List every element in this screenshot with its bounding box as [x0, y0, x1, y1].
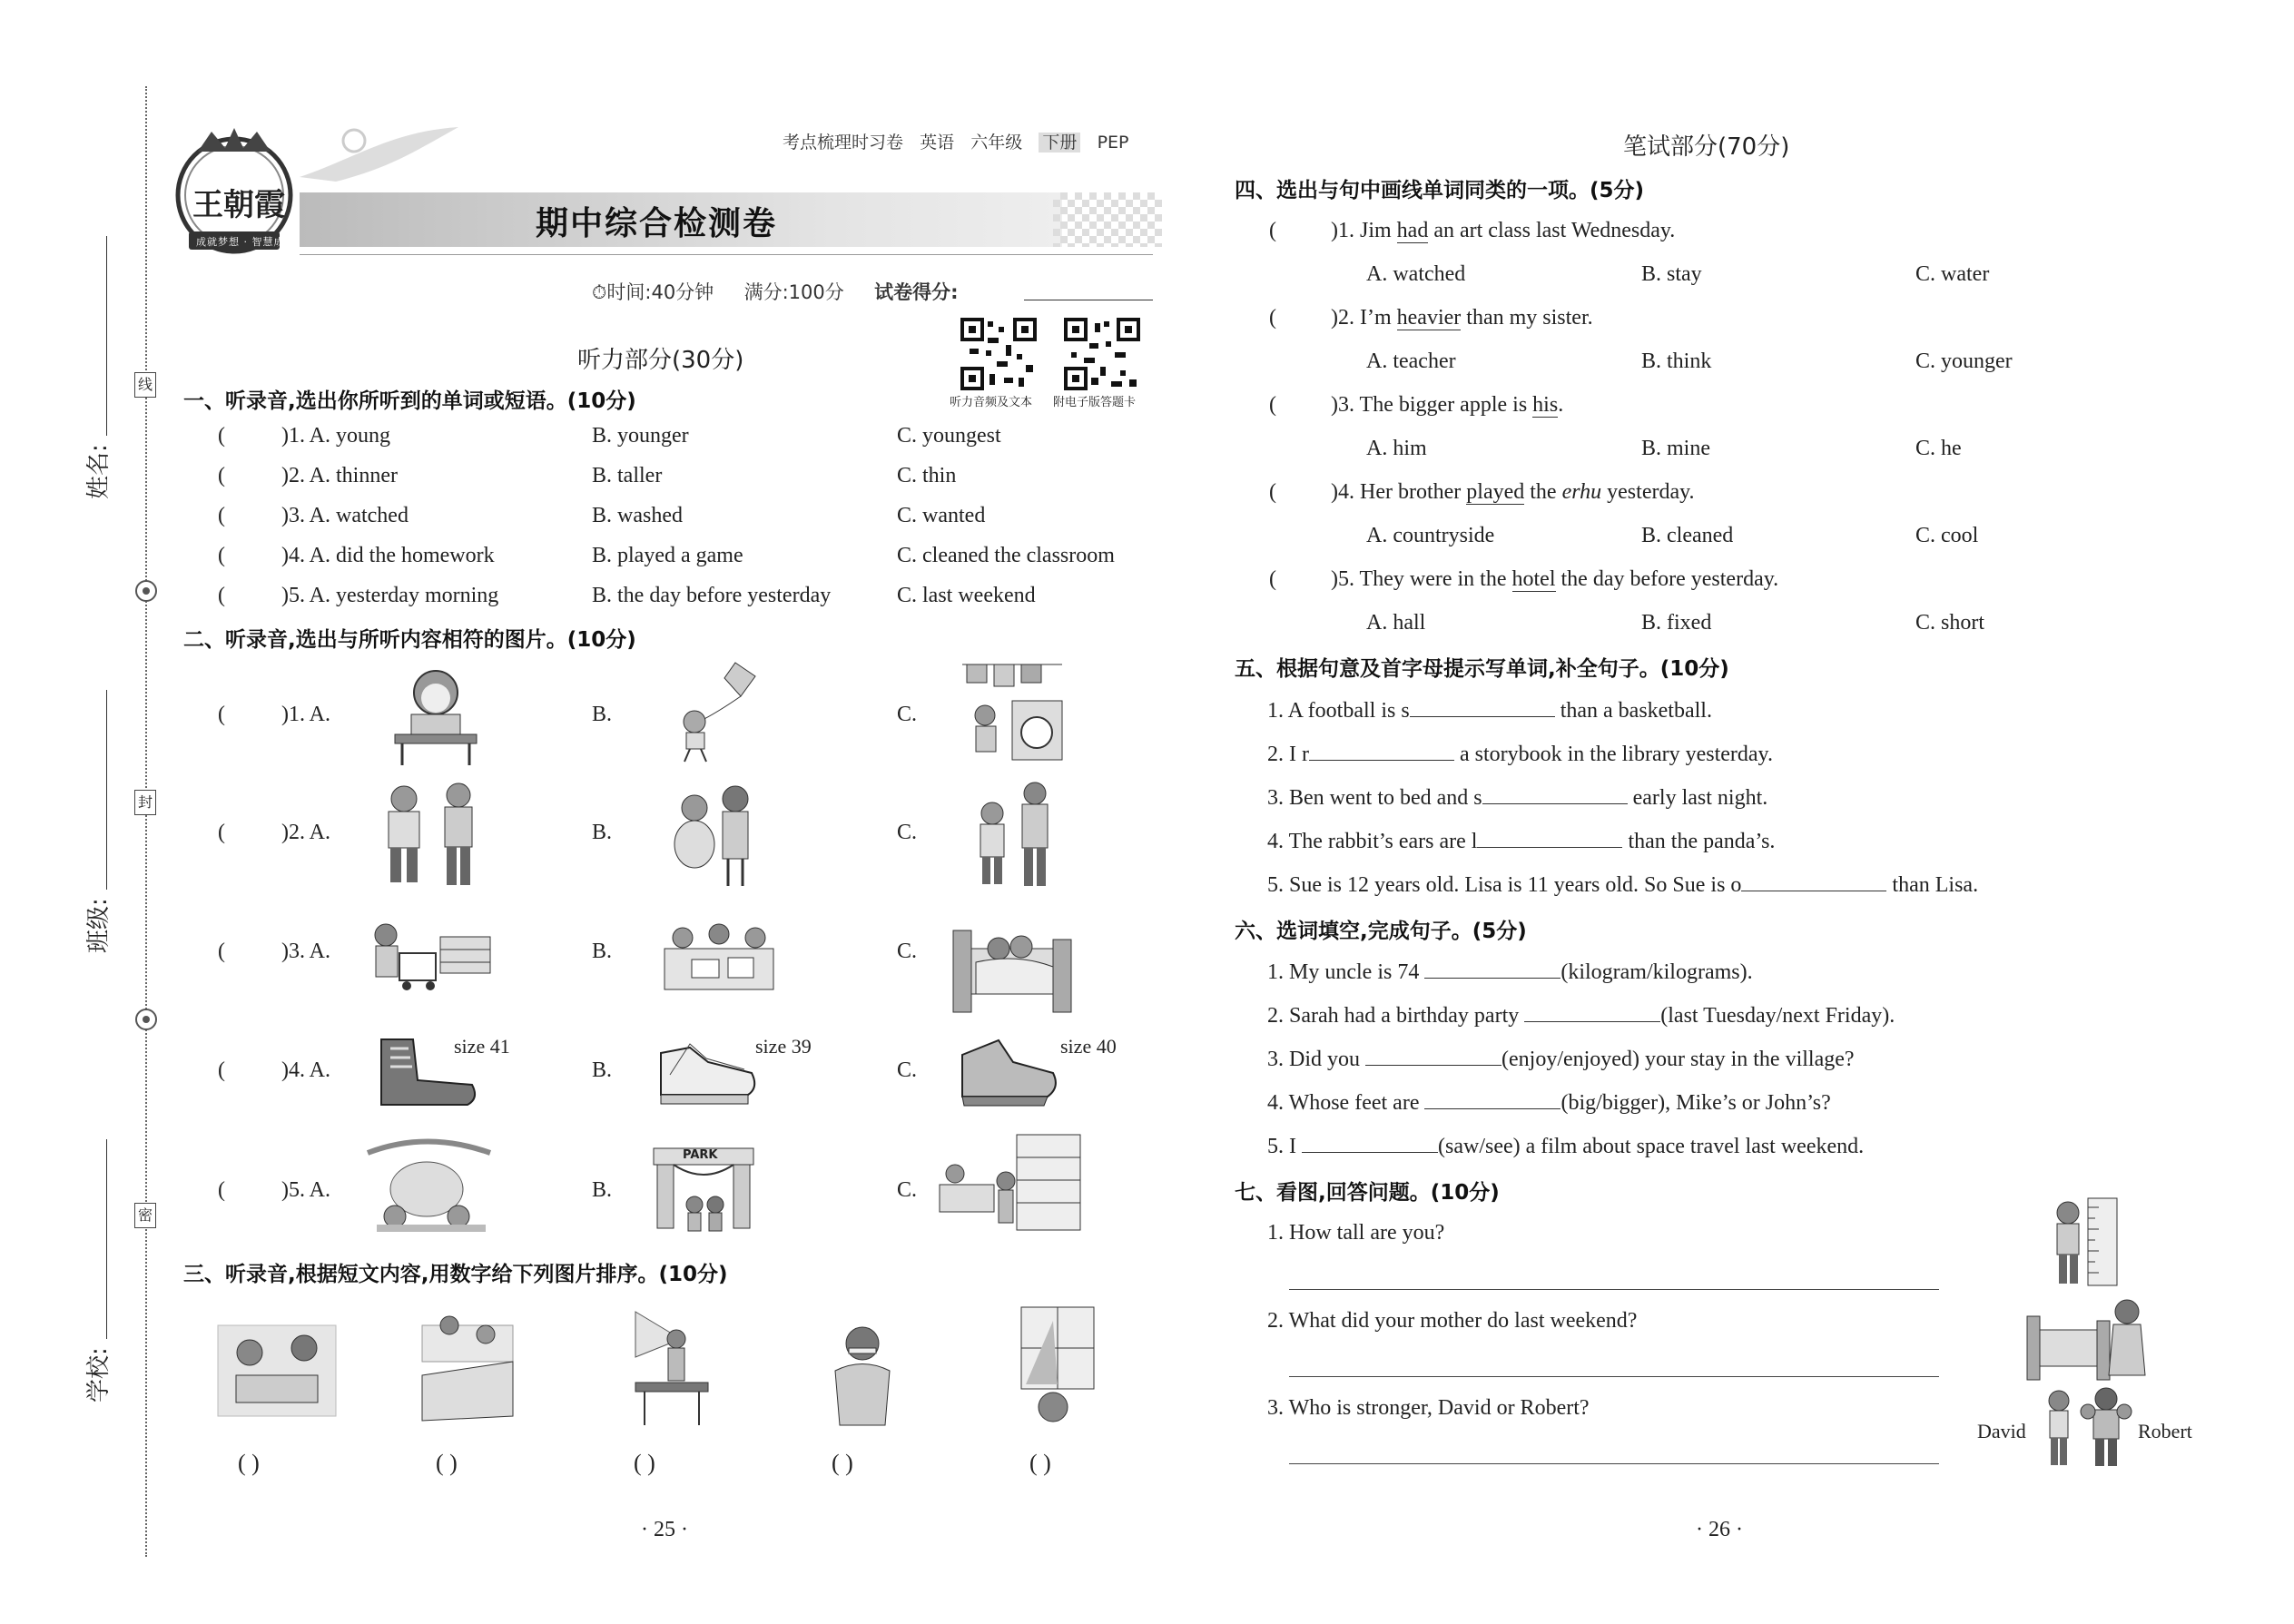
sentence-pre: 4. Whose feet are	[1267, 1091, 1425, 1115]
option-b: B.	[592, 940, 613, 963]
sentence-post: (enjoy/enjoyed) your stay in the village?	[1501, 1048, 1855, 1071]
row-label: )5. A.	[281, 1178, 330, 1202]
question-text	[1331, 391, 1563, 418]
answer-line[interactable]	[1289, 1289, 1939, 1290]
option-b: B.	[592, 703, 613, 726]
option-b: B.	[592, 821, 613, 844]
height-chart-picture	[2043, 1196, 2124, 1287]
answer-paren[interactable]: (	[218, 703, 225, 726]
mother-cleaning-picture	[2023, 1294, 2154, 1384]
section-2-title: 二、听录音,选出与所听内容相符的图片。(10分)	[183, 628, 636, 652]
sentence-pre: 5. Sue is 12 years old. Lisa is 11 years old. So Sue is o	[1267, 873, 1742, 897]
qr-code-answer-card[interactable]	[1064, 318, 1140, 390]
sentence-pre: 3. Ben went to bed and s	[1267, 786, 1482, 810]
underlined-word: had	[1396, 219, 1429, 242]
list-item	[1267, 1045, 1855, 1073]
size-label-41: size 41	[454, 1035, 510, 1058]
question-pre: )5. They were in the	[1331, 567, 1512, 591]
sentence-post: a storybook in the library yesterday.	[1453, 743, 1773, 766]
section-3-title: 三、听录音,根据短文内容,用数字给下列图片排序。(10分)	[183, 1263, 728, 1286]
underlined-word: heavier	[1396, 306, 1462, 330]
page-number-left: · 25 ·	[641, 1518, 688, 1541]
option-b: B. cleaned	[1641, 524, 1734, 547]
david-and-robert-picture	[2033, 1384, 2133, 1471]
row-label: )4. A.	[281, 1058, 330, 1082]
section-4-title: 四、选出与句中画线单词同类的一项。(5分)	[1235, 179, 1645, 202]
class-label: 班级:	[85, 898, 113, 953]
answer-paren[interactable]: (	[218, 464, 225, 487]
question-text	[1331, 304, 1593, 331]
option-c: C.	[897, 1178, 918, 1202]
ping-pong-picture[interactable]	[626, 1303, 717, 1430]
order-paren[interactable]: ( )	[634, 1450, 655, 1476]
fill-blank[interactable]	[1424, 958, 1561, 979]
boy-and-girl-picture[interactable]	[663, 781, 763, 890]
dotted-cut-line	[145, 86, 147, 1557]
underlined-word: hotel	[1511, 567, 1556, 591]
subject-label: 英语	[920, 133, 955, 153]
page-number-right: · 26 ·	[1696, 1518, 1743, 1541]
kids-painting-picture[interactable]	[213, 1321, 340, 1421]
park-gate-picture[interactable]	[645, 1130, 763, 1235]
class-line	[106, 690, 107, 890]
sentence-pre: 4. The rabbit’s ears are l	[1267, 830, 1478, 853]
sick-man-picture[interactable]	[822, 1321, 903, 1430]
question-post: the	[1524, 480, 1562, 504]
option-b: B. stay	[1641, 262, 1702, 286]
question-pre: )4. Her brother	[1331, 480, 1467, 504]
answer-paren[interactable]: (	[1269, 219, 1276, 242]
clock-icon: ⏱	[592, 281, 607, 303]
two-boys-picture[interactable]	[372, 782, 490, 891]
option-c: C.	[897, 703, 918, 726]
section-6-title: 六、选词填空,完成句子。(5分)	[1235, 920, 1527, 943]
qr-caption-audio: 听力音频及文本	[950, 396, 1033, 409]
answer-paren[interactable]: (	[1269, 393, 1276, 417]
seal-mark-3: 密	[134, 1203, 156, 1228]
full-score: 满分:100分	[743, 281, 844, 303]
sentence-pre: 2. Sarah had a birthday party	[1267, 1004, 1525, 1028]
animal-show-picture[interactable]	[359, 1130, 499, 1235]
option-c: C. youngest	[897, 424, 1001, 448]
question-text: 2. What did your mother do last weekend?	[1267, 1309, 1638, 1333]
answer-paren[interactable]: (	[1269, 480, 1276, 504]
option-c: C. cleaned the classroom	[897, 544, 1115, 567]
question-text: 3. Who is stronger, David or Robert?	[1267, 1396, 1590, 1420]
ribbon-decoration	[300, 123, 463, 186]
list-item	[1267, 696, 1712, 724]
answer-paren[interactable]: (	[218, 504, 225, 527]
list-item	[1267, 871, 1978, 899]
score-label: 试卷得分:	[874, 281, 959, 303]
fill-blank[interactable]	[1741, 871, 1886, 891]
option-b: B. mine	[1641, 437, 1710, 460]
row-label: )2. A.	[281, 821, 330, 844]
section-7-title: 七、看图,回答问题。(10分)	[1235, 1181, 1500, 1205]
underlined-word: his	[1532, 393, 1559, 417]
order-paren[interactable]: ( )	[238, 1450, 260, 1476]
question-post: .	[1558, 393, 1564, 417]
option-b: B. taller	[592, 464, 663, 487]
option-c: C. thin	[897, 464, 957, 487]
answer-line[interactable]	[1289, 1463, 1939, 1464]
david-label: David	[1977, 1420, 2026, 1442]
answer-paren[interactable]: (	[218, 1058, 225, 1082]
robert-label: Robert	[2138, 1420, 2192, 1442]
list-item	[1267, 827, 1775, 855]
school-label: 学校:	[85, 1347, 113, 1403]
library-kids-picture[interactable]	[935, 1130, 1085, 1235]
option-a: )3. A. watched	[281, 504, 409, 527]
fill-blank[interactable]	[1424, 1088, 1561, 1109]
fill-blank[interactable]	[1410, 696, 1555, 717]
option-a: A. watched	[1366, 262, 1466, 286]
fill-blank[interactable]	[1524, 1001, 1660, 1022]
order-paren[interactable]: ( )	[1029, 1450, 1051, 1476]
option-a: A. countryside	[1366, 524, 1495, 547]
option-c: C. younger	[1915, 349, 2013, 373]
sentence-pre: 1. My uncle is 74	[1267, 960, 1425, 984]
option-c: C. short	[1915, 611, 1985, 635]
answer-paren[interactable]: (	[218, 821, 225, 844]
listening-part-title: 听力部分(30分)	[577, 347, 744, 374]
sneakers-size-39-picture[interactable]	[654, 1026, 763, 1112]
list-item	[1267, 740, 1773, 768]
title-banner-checker	[1053, 192, 1162, 247]
sentence-post: (saw/see) a film about space travel last weekend.	[1438, 1135, 1865, 1158]
answer-paren[interactable]: (	[218, 940, 225, 963]
sentence-post: than Lisa.	[1886, 873, 1979, 897]
fill-blank[interactable]	[1482, 783, 1628, 804]
underlined-word: played	[1466, 480, 1525, 504]
sentence-post: (big/bigger), Mike’s or John’s?	[1561, 1091, 1831, 1115]
option-a: )1. A. young	[281, 424, 390, 448]
option-a: A. him	[1366, 437, 1427, 460]
option-b: B. younger	[592, 424, 689, 448]
option-a: A. hall	[1366, 611, 1426, 635]
option-c: C. wanted	[897, 504, 986, 527]
question-post-2: yesterday.	[1601, 480, 1695, 504]
option-b: B. the day before yesterday	[592, 584, 832, 607]
option-c: C. last weekend	[897, 584, 1036, 607]
window-scene-picture[interactable]	[1017, 1303, 1098, 1430]
header-rule	[300, 254, 1153, 255]
answer-paren[interactable]: (	[218, 1178, 225, 1202]
school-line	[106, 1139, 107, 1339]
answer-paren[interactable]: (	[1269, 306, 1276, 330]
option-a: )5. A. yesterday morning	[281, 584, 499, 607]
fill-blank[interactable]	[1477, 827, 1622, 848]
question-text: 1. How tall are you?	[1267, 1221, 1445, 1245]
italic-word: erhu	[1561, 480, 1602, 504]
written-part-title: 笔试部分(70分)	[1623, 133, 1790, 161]
answer-line[interactable]	[1289, 1376, 1939, 1377]
sentence-pre: 1. A football is s	[1267, 699, 1410, 723]
answer-paren[interactable]: (	[218, 544, 225, 567]
series-label: 考点梳理时习卷	[783, 133, 904, 153]
kids-playing-picture[interactable]	[413, 1307, 522, 1425]
order-paren[interactable]: ( )	[436, 1450, 458, 1476]
binding-hole-icon	[133, 1006, 160, 1033]
option-c: C. cool	[1915, 524, 1979, 547]
row-label: )1. A.	[281, 703, 330, 726]
header-meta	[783, 129, 1128, 153]
washing-clothes-picture[interactable]	[958, 655, 1067, 764]
sleeping-in-bed-picture[interactable]	[944, 912, 1080, 1017]
girl-at-desk-picture[interactable]	[386, 658, 486, 767]
order-paren[interactable]: ( )	[832, 1450, 853, 1476]
option-a: )4. A. did the homework	[281, 544, 495, 567]
page-title: 期中综合检测卷	[536, 205, 778, 242]
exam-info	[592, 278, 959, 305]
question-text	[1331, 566, 1778, 593]
option-c: C. he	[1915, 437, 1962, 460]
list-item	[1267, 783, 1767, 812]
shoes-size-40-picture[interactable]	[953, 1028, 1062, 1114]
question-pre: )3. The bigger apple is	[1331, 393, 1533, 417]
answer-paren[interactable]: (	[218, 424, 225, 448]
section-1-title: 一、听录音,选出你所听到的单词或短语。(10分)	[183, 389, 636, 413]
answer-paren[interactable]: (	[1269, 567, 1276, 591]
question-text	[1331, 478, 1695, 506]
sentence-post: than a basketball.	[1554, 699, 1712, 723]
list-item	[1267, 958, 1753, 986]
question-pre: )2. I’m	[1331, 306, 1397, 330]
girl-flying-kite-picture[interactable]	[654, 658, 763, 763]
time-limit: 时间:40分钟	[606, 281, 714, 303]
list-item	[1267, 1088, 1831, 1117]
fill-blank[interactable]	[1309, 740, 1454, 761]
volume-label: 下册	[1039, 133, 1080, 153]
qr-caption-answer-card: 附电子版答题卡	[1053, 396, 1137, 409]
option-a: A. teacher	[1366, 349, 1456, 373]
question-post: the day before yesterday.	[1555, 567, 1779, 591]
kids-studying-picture[interactable]	[646, 921, 792, 1003]
question-post: an art class last Wednesday.	[1428, 219, 1676, 242]
qr-code-audio[interactable]	[960, 318, 1037, 390]
logo-slogan: 成就梦想 · 智慧成长	[196, 236, 296, 248]
grade-label: 六年级	[970, 133, 1023, 153]
name-label: 姓名:	[85, 444, 113, 499]
option-c: C.	[897, 940, 918, 963]
sentence-pre: 2. I r	[1267, 743, 1309, 766]
option-c: C. water	[1915, 262, 1990, 286]
question-pre: )1. Jim	[1331, 219, 1397, 242]
question-post: than my sister.	[1461, 306, 1593, 330]
fill-blank[interactable]	[1302, 1132, 1438, 1153]
option-b: B. fixed	[1641, 611, 1712, 635]
list-item	[1267, 1001, 1895, 1029]
option-b: B.	[592, 1058, 613, 1082]
seal-mark-2: 封	[134, 790, 156, 815]
option-c: C.	[897, 821, 918, 844]
sentence-post: early last night.	[1627, 786, 1768, 810]
binding-hole-icon	[133, 577, 160, 605]
row-label: )3. A.	[281, 940, 330, 963]
section-5-title: 五、根据句意及首字母提示写单词,补全句子。(10分)	[1235, 657, 1729, 681]
edition-label: PEP	[1097, 133, 1129, 153]
sentence-post: than the panda’s.	[1622, 830, 1776, 853]
size-label-39: size 39	[755, 1035, 812, 1058]
answer-paren[interactable]: (	[218, 584, 225, 607]
seal-mark-1: 线	[134, 372, 156, 398]
short-and-tall-boys-picture[interactable]	[970, 781, 1060, 890]
name-line	[106, 236, 107, 436]
option-a: )2. A. thinner	[281, 464, 398, 487]
logo-text: 王朝霞	[192, 187, 285, 223]
sentence-post: (last Tuesday/next Friday).	[1660, 1004, 1895, 1028]
option-c: C.	[897, 1058, 918, 1082]
sentence-post: (kilogram/kilograms).	[1561, 960, 1753, 984]
option-b: B. think	[1641, 349, 1712, 373]
sentence-pre: 3. Did you	[1267, 1048, 1365, 1071]
fill-blank[interactable]	[1365, 1045, 1501, 1066]
size-label-40: size 40	[1060, 1035, 1117, 1058]
park-sign: PARK	[683, 1148, 718, 1162]
option-b: B. washed	[592, 504, 683, 527]
question-text	[1331, 217, 1675, 244]
shopping-picture[interactable]	[363, 917, 495, 1008]
list-item	[1267, 1132, 1864, 1160]
option-b: B. played a game	[592, 544, 743, 567]
sentence-pre: 5. I	[1267, 1135, 1302, 1158]
option-b: B.	[592, 1178, 613, 1202]
